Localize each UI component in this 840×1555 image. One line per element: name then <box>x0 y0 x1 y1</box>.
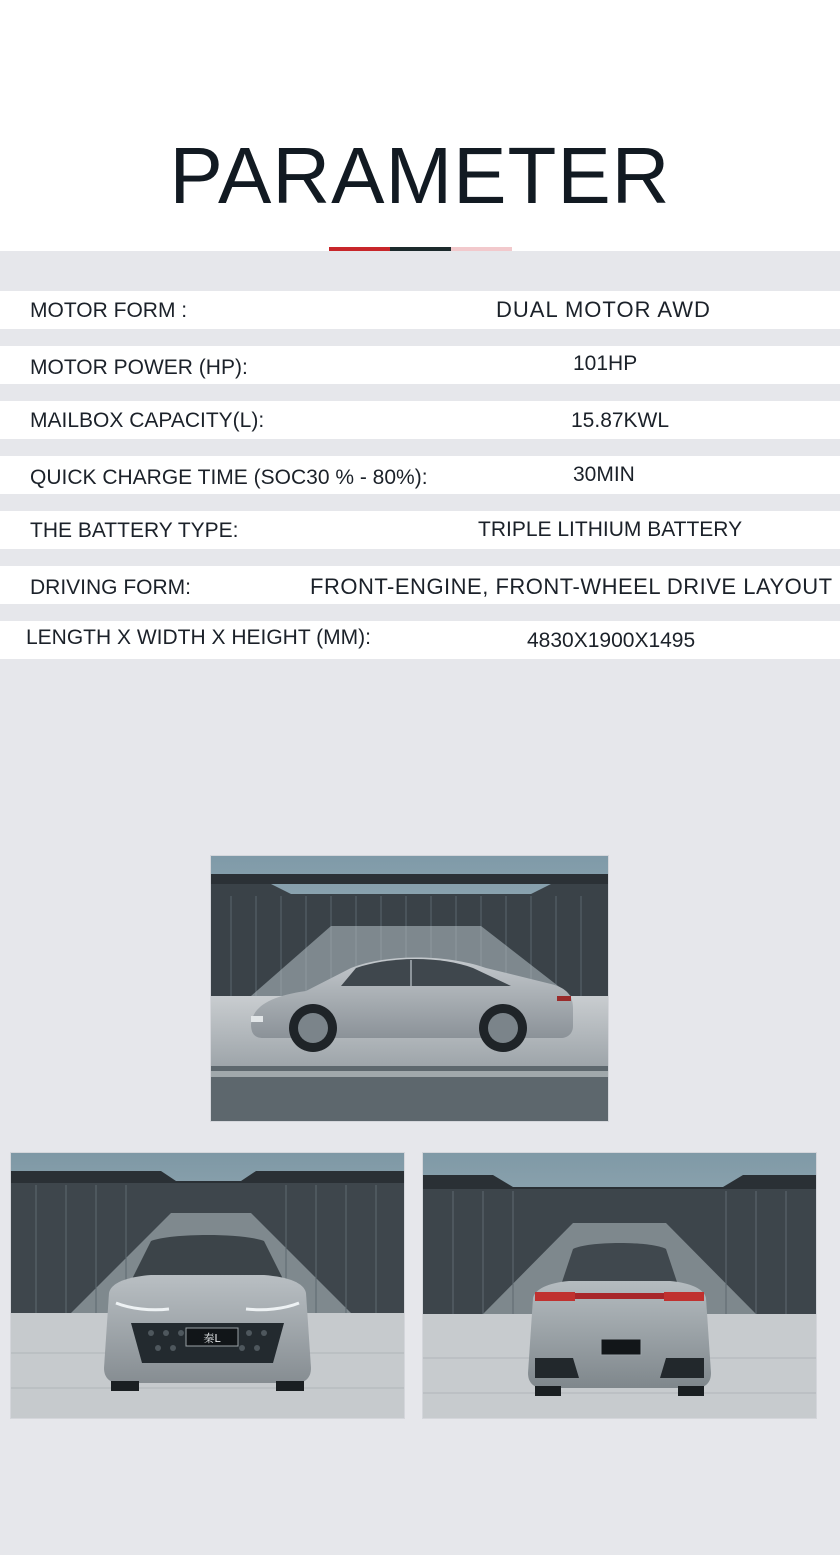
param-value: FRONT-ENGINE, FRONT-WHEEL DRIVE LAYOUT <box>310 574 833 599</box>
accent-bar-pink <box>451 247 512 251</box>
param-value: TRIPLE LITHIUM BATTERY <box>478 518 743 541</box>
param-value: 15.87KWL <box>571 409 670 432</box>
page-title: PARAMETER <box>169 131 671 220</box>
param-label: LENGTH X WIDTH X HEIGHT (MM): <box>26 626 371 649</box>
param-row-dimensions <box>0 621 840 659</box>
param-row-mailbox-capacity <box>0 401 840 439</box>
car-rear-photo <box>422 1152 817 1419</box>
param-row-battery-type <box>0 511 840 549</box>
param-row-motor-power <box>0 346 840 384</box>
param-row-motor-form <box>0 291 840 329</box>
param-value: DUAL MOTOR AWD <box>496 297 711 322</box>
header-section <box>0 0 840 251</box>
param-label: QUICK CHARGE TIME (SOC30 % - 80%): <box>30 466 428 489</box>
param-label: MAILBOX CAPACITY(L): <box>30 409 265 432</box>
accent-bar-red <box>329 247 390 251</box>
param-label: DRIVING FORM: <box>30 576 191 599</box>
car-side-photo <box>210 855 609 1122</box>
license-badge: 秦L <box>203 1332 221 1345</box>
accent-bar-dark <box>390 247 451 251</box>
param-label: THE BATTERY TYPE: <box>30 519 239 542</box>
param-row-driving-form <box>0 566 840 604</box>
car-front-photo <box>10 1152 405 1419</box>
param-row-quick-charge <box>0 456 840 494</box>
param-label: MOTOR POWER (HP): <box>30 356 248 379</box>
param-label: MOTOR FORM : <box>30 299 188 322</box>
param-value: 101HP <box>573 352 638 375</box>
param-value: 30MIN <box>573 463 635 486</box>
param-value: 4830X1900X1495 <box>527 629 696 652</box>
